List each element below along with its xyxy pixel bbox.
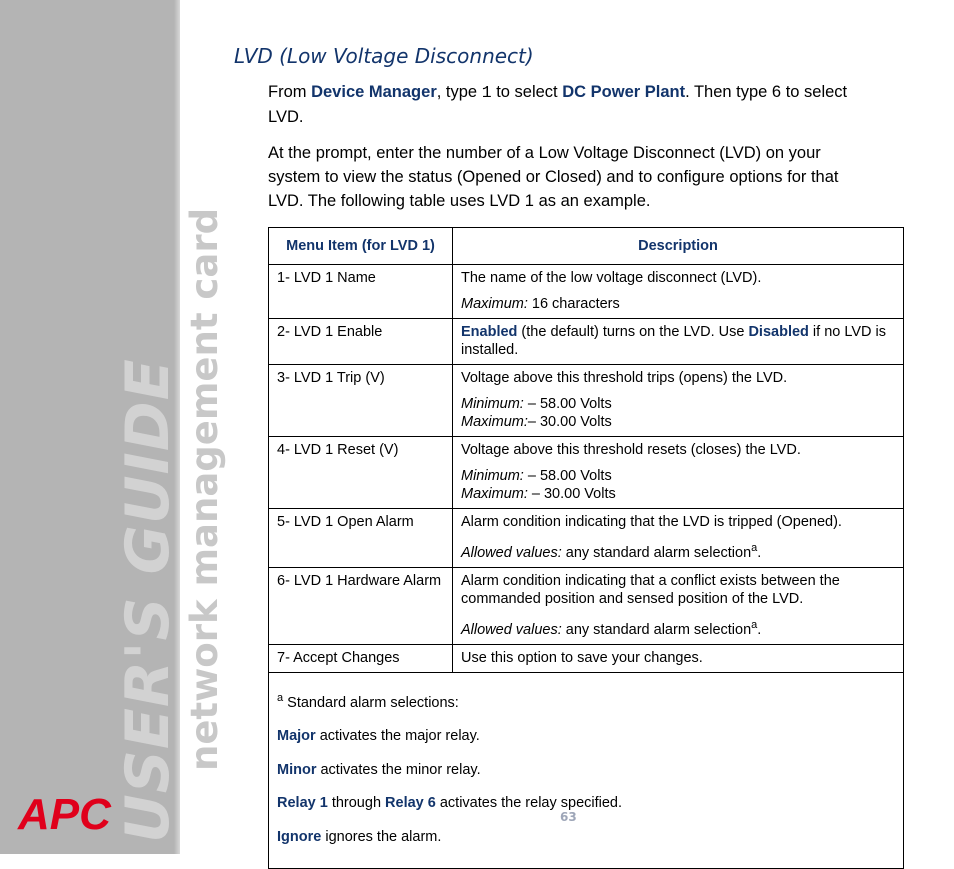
footnote [269, 673, 903, 869]
limit-text [461, 395, 895, 413]
value: – 58.00 Volts [523, 468, 612, 484]
text: activates the relay specified. [435, 795, 623, 812]
value: – 30.00 Volts [527, 414, 612, 430]
label: Maximum: [461, 486, 528, 502]
desc-text [461, 323, 895, 359]
enabled-term: Enabled [461, 324, 518, 340]
description [453, 365, 903, 436]
limit-text [461, 295, 895, 313]
menu-item: 7- Accept Changes [277, 649, 400, 666]
label: Maximum: [461, 414, 528, 430]
desc-text: The name of the low voltage disconnect (LVD). [461, 270, 762, 286]
text: From [268, 83, 312, 101]
disabled-term: Disabled [748, 324, 809, 340]
table-header-row [269, 228, 904, 265]
intro-paragraph-2: At the prompt, enter the number of a Low Voltage Disconnect (LVD) on your system to view the status (Opened or Closed) and to configure options for that LVD. The following table uses LVD 1 as an example. [268, 144, 839, 210]
menu-item: 6- LVD 1 Hardware Alarm [277, 572, 442, 589]
footnote-mark: a [751, 618, 758, 631]
key-input: 1 [481, 83, 492, 102]
table-row [269, 509, 904, 568]
intro-paragraph-1 [268, 80, 868, 129]
footnote-title [277, 689, 895, 713]
guide-subtitle: network management card [183, 207, 226, 771]
limit-text [461, 413, 895, 431]
text: Standard alarm selections: [283, 694, 459, 711]
text: to select [491, 83, 563, 101]
value: any standard alarm selection [561, 544, 752, 561]
desc-text: Alarm condition indicating that the LVD is tripped (Opened). [461, 514, 842, 530]
text: . [757, 621, 762, 638]
text: activates the minor relay. [316, 761, 481, 778]
text: ignores the alarm. [321, 828, 442, 845]
text: . Then type 6 to select LVD. [268, 83, 848, 126]
menu-item: 1- LVD 1 Name [277, 270, 376, 286]
value: 16 characters [527, 296, 620, 312]
dc-power-plant-term: DC Power Plant [562, 83, 686, 101]
menu-item: 4- LVD 1 Reset (V) [277, 442, 399, 458]
table-row [269, 567, 904, 644]
table-row [269, 319, 904, 365]
footnote-mark: a [277, 692, 284, 705]
guide-title: USER'S GUIDE [113, 358, 183, 843]
label: Minimum: [461, 468, 524, 484]
menu-item: 3- LVD 1 Trip (V) [277, 370, 385, 386]
footnote-line [277, 761, 895, 780]
limit-text [461, 485, 895, 503]
desc-text: Voltage above this threshold resets (closes) the LVD. [461, 442, 801, 458]
table-row [269, 437, 904, 509]
desc-text: Alarm condition indicating that a conflict exists between the commanded position and sensed position of the LVD. [461, 572, 840, 607]
page-title: LVD (Low Voltage Disconnect) [234, 44, 534, 68]
limit-text [461, 467, 895, 485]
label: Allowed values: [461, 544, 562, 561]
label: Allowed values: [461, 621, 562, 638]
menu-item: 5- LVD 1 Open Alarm [277, 514, 414, 530]
sidebar [0, 0, 226, 854]
device-manager-term: Device Manager [311, 83, 437, 101]
text: (the default) turns on the LVD. Use [517, 324, 749, 340]
allowed-text [461, 539, 895, 562]
header-menu-item: Menu Item (for LVD 1) [269, 228, 453, 265]
ignore-term: Ignore [277, 828, 322, 845]
allowed-text [461, 616, 895, 639]
footnote-line [277, 727, 895, 746]
description: Use this option to save your changes. [461, 649, 703, 666]
table-footnote-row [269, 672, 904, 869]
value: – 30.00 Volts [527, 486, 616, 502]
page-number: 63 [560, 810, 577, 824]
label: Maximum: [461, 296, 528, 312]
header-description: Description [453, 228, 904, 265]
description [453, 437, 903, 508]
text: , type [436, 83, 482, 101]
description [453, 568, 903, 644]
description [453, 319, 903, 364]
footnote-mark: a [751, 542, 758, 554]
text: through [327, 795, 386, 812]
relay1-term: Relay 1 [277, 795, 328, 812]
footnote-line [277, 794, 895, 813]
desc-text: Voltage above this threshold trips (opens) the LVD. [461, 370, 788, 386]
footnote-line [277, 828, 895, 847]
value: – 58.00 Volts [523, 396, 612, 412]
minor-term: Minor [277, 761, 317, 778]
description [453, 265, 903, 318]
table-row [269, 365, 904, 437]
text: activates the major relay. [315, 728, 480, 745]
major-term: Major [277, 728, 316, 745]
description [453, 509, 903, 567]
apc-logo [16, 793, 156, 833]
text: if no LVD is installed. [461, 324, 886, 358]
label: Minimum: [461, 396, 524, 412]
text: . [757, 544, 762, 561]
apc-logo-text: APC [18, 793, 111, 833]
relay6-term: Relay 6 [385, 795, 436, 812]
menu-item: 2- LVD 1 Enable [277, 324, 383, 340]
table-row [269, 644, 904, 672]
value: any standard alarm selection [561, 621, 752, 638]
lvd-options-table [268, 227, 904, 869]
table-row [269, 265, 904, 319]
